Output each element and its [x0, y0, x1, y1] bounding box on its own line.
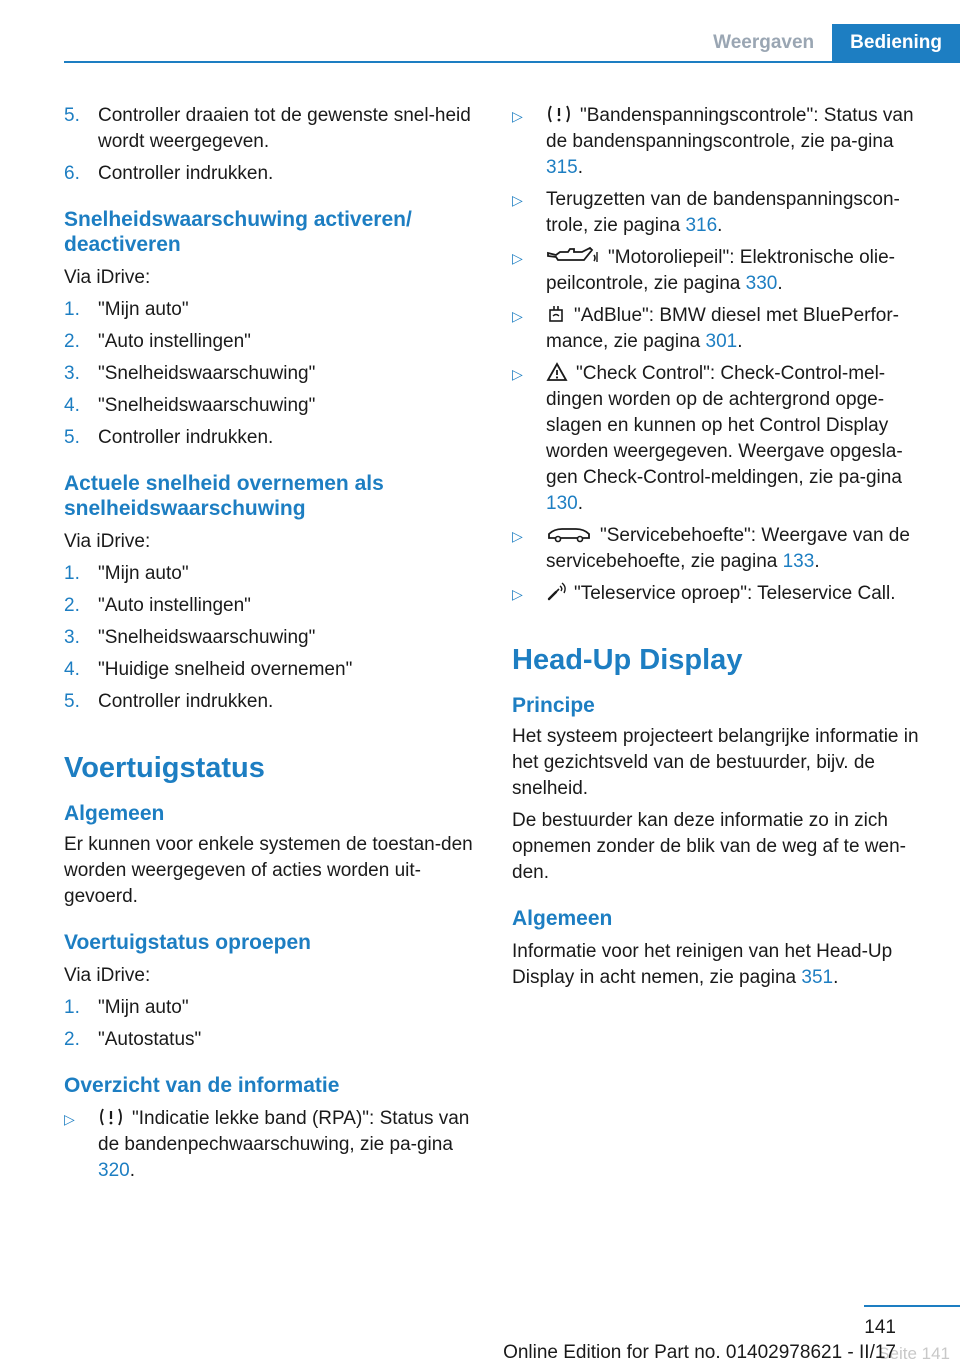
step-number: 5.: [64, 427, 80, 448]
principle-paragraph-2: De bestuurder kan deze informatie zo in zich opnemen zonder de blik van de weg af te wen-den.: [512, 810, 906, 883]
step-text: "Snelheidswaarschuwing": [98, 395, 316, 416]
list-item: [64, 995, 480, 1021]
page-link-130[interactable]: 130: [546, 493, 578, 514]
via-idrive-1: Via iDrive:: [64, 267, 151, 288]
list-item: [512, 581, 932, 607]
heading-principle: Principe: [512, 694, 595, 717]
heading-vehicle-status: Voertuigstatus: [64, 752, 265, 784]
header-tabs: [695, 24, 960, 62]
bullet-triangle-icon: ▷: [512, 308, 523, 324]
list-item: [64, 161, 480, 187]
bullet-triangle-icon: ▷: [512, 586, 523, 602]
list-item: [512, 245, 932, 297]
bullet-triangle-icon: ▷: [512, 192, 523, 208]
item-text: "Servicebehoefte": Weergave van de servicebehoefte, zie pagina: [546, 525, 910, 572]
steps-list-c: [64, 561, 480, 715]
heading-speed-warning: Snelheidswaarschuwing activeren/ deactiveren: [64, 208, 412, 256]
step-text: "Snelheidswaarschuwing": [98, 627, 316, 648]
bullet-triangle-icon: ▷: [512, 108, 523, 124]
tab-weergaven[interactable]: Weergaven: [695, 24, 832, 62]
step-text: "Mijn auto": [98, 299, 189, 320]
bullet-triangle-icon: ▷: [512, 366, 523, 382]
flat-tire-icon: [98, 1107, 124, 1127]
wrench-call-icon: [546, 582, 566, 602]
principle-paragraph-1: Het systeem projecteert belangrijke informatie in het gezichtsveld van de bestuurder, bijv. de snelheid.: [512, 726, 919, 799]
step-number: 6.: [64, 163, 80, 184]
step-number: 1.: [64, 563, 80, 584]
step-text: Controller indrukken.: [98, 427, 274, 448]
list-item: [64, 625, 480, 651]
list-item: [64, 689, 480, 715]
step-number: 4.: [64, 659, 80, 680]
steps-list-d: [64, 995, 480, 1053]
punctuation: .: [777, 273, 783, 294]
heading-general-2: Algemeen: [512, 907, 613, 930]
list-item: [64, 1027, 480, 1053]
overview-list-cont: [512, 103, 932, 607]
page-link-315[interactable]: 315: [546, 157, 578, 178]
item-text: "AdBlue": BMW diesel met BluePerfor-mance, zie pagina: [546, 305, 899, 352]
tab-bediening[interactable]: Bediening: [832, 24, 960, 62]
heading-current-speed: Actuele snelheid overnemen als snelheidswaarschuwing: [64, 472, 384, 520]
page-link-351[interactable]: 351: [801, 967, 834, 988]
punctuation: .: [717, 215, 723, 236]
list-item: [512, 523, 932, 575]
punctuation: .: [737, 331, 743, 352]
list-item: [512, 361, 932, 517]
step-number: 4.: [64, 395, 80, 416]
general2-paragraph: [512, 939, 932, 991]
via-idrive-3: Via iDrive:: [64, 965, 151, 986]
list-item: [64, 393, 480, 419]
punctuation: .: [577, 157, 583, 178]
punctuation: .: [577, 493, 583, 514]
bullet-triangle-icon: ▷: [512, 250, 523, 266]
step-number: 1.: [64, 299, 80, 320]
list-item: [512, 303, 932, 355]
punctuation: .: [814, 551, 820, 572]
heading-hud: Head-Up Display: [512, 644, 743, 676]
list-item: [512, 187, 932, 239]
step-number: 2.: [64, 1029, 80, 1050]
list-item: [64, 561, 480, 587]
page-link-316[interactable]: 316: [685, 215, 718, 236]
item-text: "Motoroliepeil": Elektronische olie-peilcontrole, zie pagina: [546, 247, 896, 294]
step-number: 5.: [64, 691, 80, 712]
step-number: 3.: [64, 627, 80, 648]
step-number: 5.: [64, 105, 80, 126]
warning-triangle-icon: [546, 362, 568, 382]
step-text: "Snelheidswaarschuwing": [98, 363, 316, 384]
edition-footer: Online Edition for Part no. 01402978621 - II/17: [503, 1342, 896, 1363]
oil-can-icon: [546, 246, 600, 266]
step-text: "Autostatus": [98, 1029, 202, 1050]
service-car-icon: [546, 524, 592, 544]
page-link-301[interactable]: 301: [705, 331, 738, 352]
list-item: [64, 425, 480, 451]
step-text: Controller draaien tot de gewenste snel-heid wordt weergegeven.: [98, 105, 471, 152]
steps-list-b: [64, 297, 480, 451]
overview-item-text: "Indicatie lekke band (RPA)": Status van de bandenpechwaarschuwing, zie pa-gina: [98, 1108, 470, 1155]
item-text: "Teleservice oproep": Teleservice Call.: [574, 583, 896, 604]
page-link-330[interactable]: 330: [745, 273, 778, 294]
page-link-320[interactable]: 320: [98, 1160, 130, 1181]
punctuation: .: [833, 967, 839, 988]
list-item: [64, 329, 480, 355]
page-number-rule: [864, 1305, 960, 1307]
watermark: Seite 141: [878, 1344, 950, 1363]
bullet-triangle-icon: ▷: [512, 528, 523, 544]
heading-overview: Overzicht van de informatie: [64, 1074, 340, 1097]
step-text: "Mijn auto": [98, 997, 189, 1018]
step-number: 2.: [64, 331, 80, 352]
general2-text: Informatie voor het reinigen van het Head-Up Display in acht nemen, zie pagina: [512, 941, 893, 988]
general-text: Er kunnen voor enkele systemen de toestan-den worden weergegeven of acties worden uit-gevoerd.: [64, 834, 473, 907]
step-text: Controller indrukken.: [98, 163, 274, 184]
step-number: 1.: [64, 997, 80, 1018]
left-column: [64, 103, 480, 1190]
header-rule: [64, 61, 960, 63]
bullet-triangle-icon: ▷: [64, 1111, 75, 1127]
via-idrive-2: Via iDrive:: [64, 531, 151, 552]
step-text: "Auto instellingen": [98, 331, 251, 352]
step-text: Controller indrukken.: [98, 691, 274, 712]
page-link-133[interactable]: 133: [782, 551, 815, 572]
list-item: [64, 1106, 480, 1184]
heading-general: Algemeen: [64, 802, 165, 825]
step-text: "Mijn auto": [98, 563, 189, 584]
step-text: "Huidige snelheid overnemen": [98, 659, 353, 680]
list-item: [64, 657, 480, 683]
steps-list-a: [64, 103, 480, 187]
page-number: 141: [864, 1317, 896, 1338]
right-column: [512, 103, 932, 997]
list-item: [512, 103, 932, 181]
punctuation: .: [129, 1160, 135, 1181]
item-text: Terugzetten van de bandenspanningscon-trole, zie pagina: [546, 189, 900, 236]
tire-pressure-icon: [546, 104, 572, 124]
step-number: 2.: [64, 595, 80, 616]
heading-call-status: Voertuigstatus oproepen: [64, 931, 311, 954]
step-number: 3.: [64, 363, 80, 384]
list-item: [64, 297, 480, 323]
item-text: "Check Control": Check-Control-mel-dingen worden op de achtergrond opge-slagen en kunnen op het Control Display worden weergegeven. Weergave opgesla-gen Check-Control-meldingen, zie pa-gina: [546, 363, 903, 488]
list-item: [64, 361, 480, 387]
list-item: [64, 103, 480, 155]
overview-list: [64, 1106, 480, 1184]
step-text: "Auto instellingen": [98, 595, 251, 616]
adblue-icon: [546, 304, 566, 324]
item-text: "Bandenspanningscontrole": Status van de bandenspanningscontrole, zie pa-gina: [546, 105, 914, 152]
list-item: [64, 593, 480, 619]
